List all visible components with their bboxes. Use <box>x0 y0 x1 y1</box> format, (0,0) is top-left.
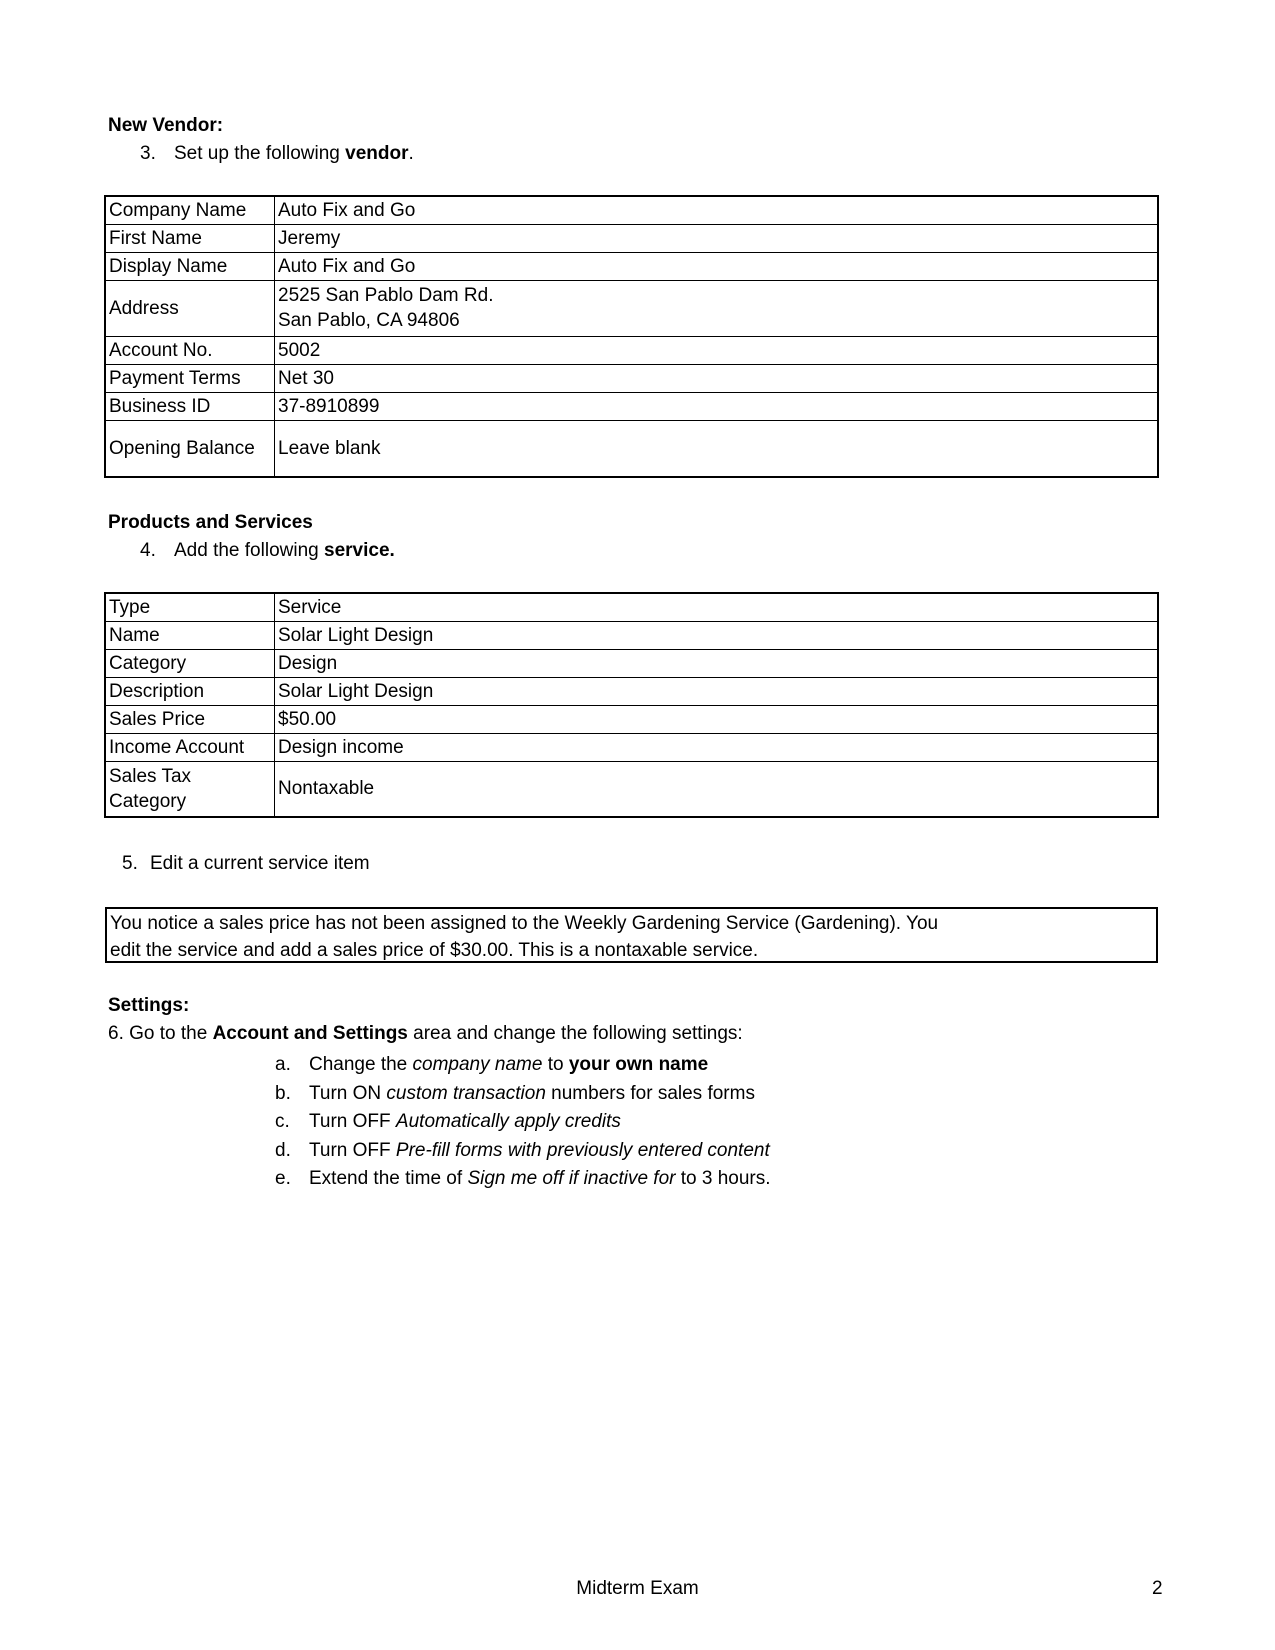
item-post: numbers for sales forms <box>545 1082 755 1104</box>
vendor-label: Payment Terms <box>105 364 275 392</box>
step-text: Edit a current service item <box>150 853 370 874</box>
item-letter: a. <box>275 1054 291 1075</box>
table-row <box>105 677 1158 705</box>
vendor-label: Company Name <box>105 196 275 224</box>
product-value: Service <box>275 593 1159 621</box>
table-row <box>105 280 1158 336</box>
product-label: Category <box>105 649 275 677</box>
step-text: Add the following <box>174 540 319 561</box>
item-letter: e. <box>275 1168 291 1189</box>
list-item <box>275 1137 771 1166</box>
product-label: Description <box>105 677 275 705</box>
product-value: Solar Light Design <box>275 621 1159 649</box>
item-italic: custom transaction <box>386 1082 546 1104</box>
products-table <box>104 592 1159 818</box>
vendor-value: 5002 <box>275 336 1159 364</box>
vendor-label: Account No. <box>105 336 275 364</box>
vendor-label: First Name <box>105 224 275 252</box>
table-row <box>105 705 1158 733</box>
vendor-value <box>275 280 1159 336</box>
vendor-label: Display Name <box>105 252 275 280</box>
address-line-2: San Pablo, CA 94806 <box>278 310 460 331</box>
step-bold: vendor <box>345 143 409 164</box>
vendor-label: Business ID <box>105 392 275 420</box>
table-row <box>105 621 1158 649</box>
table-row <box>105 761 1158 817</box>
settings-list <box>275 1051 771 1194</box>
item-pre: Turn OFF <box>309 1139 391 1161</box>
item-italic: Sign me off if inactive for <box>467 1168 676 1189</box>
item-pre: Turn ON <box>309 1082 382 1104</box>
vendor-heading: New Vendor: <box>108 115 224 136</box>
item-mid: to <box>542 1054 564 1075</box>
vendor-value: 37-8910899 <box>275 392 1159 420</box>
item-italic: Pre-fill forms with previously entered content <box>395 1139 770 1161</box>
product-label: Income Account <box>105 733 275 761</box>
table-row <box>105 420 1158 477</box>
product-value: Nontaxable <box>275 761 1159 817</box>
table-row <box>105 649 1158 677</box>
table-row <box>105 196 1158 224</box>
item-pre: Turn OFF <box>309 1111 391 1132</box>
settings-step <box>108 1023 743 1046</box>
item-letter: c. <box>275 1111 290 1132</box>
products-step <box>140 540 395 563</box>
step-bold: service. <box>324 540 395 561</box>
product-value: Design <box>275 649 1159 677</box>
item-italic: Automatically apply credits <box>395 1111 621 1132</box>
item-post: to 3 hours. <box>675 1168 771 1189</box>
vendor-label: Address <box>105 280 275 336</box>
product-label: Sales Price <box>105 705 275 733</box>
vendor-table <box>104 195 1159 478</box>
step-suffix: area and change the following settings: <box>413 1023 743 1044</box>
item-pre: Change the <box>309 1054 408 1075</box>
item-letter: d. <box>275 1139 291 1161</box>
list-item <box>275 1080 771 1109</box>
list-item <box>275 1051 771 1080</box>
table-row <box>105 593 1158 621</box>
scenario-box <box>105 907 1158 963</box>
step-number: 3. <box>140 143 156 164</box>
edit-step <box>122 853 370 876</box>
product-value: Design income <box>275 733 1159 761</box>
product-label: Type <box>105 593 275 621</box>
label-line-1: Sales Tax <box>109 765 192 787</box>
settings-heading: Settings: <box>108 995 190 1016</box>
step-number: 4. <box>140 540 156 561</box>
item-bold: your own name <box>568 1054 709 1075</box>
vendor-value: Auto Fix and Go <box>275 252 1159 280</box>
vendor-value: Net 30 <box>275 364 1159 392</box>
label-line-2: Category <box>109 790 187 812</box>
scenario-line-2: edit the service and add a sales price of $30.00. This is a nontaxable service. <box>110 940 759 961</box>
step-end: . <box>408 143 414 164</box>
table-row <box>105 224 1158 252</box>
step-text: Set up the following <box>174 143 340 164</box>
step-bold: Account and Settings <box>212 1023 408 1044</box>
table-row <box>105 336 1158 364</box>
page-number: 2 <box>1152 1578 1163 1599</box>
product-value: $50.00 <box>275 705 1159 733</box>
products-heading: Products and Services <box>108 512 313 533</box>
table-row <box>105 252 1158 280</box>
step-number: 5. <box>122 853 138 874</box>
vendor-label: Opening Balance <box>105 420 275 477</box>
step-prefix: 6. Go to the <box>108 1023 208 1044</box>
table-row <box>105 392 1158 420</box>
table-row <box>105 733 1158 761</box>
footer-title: Midterm Exam <box>576 1578 699 1599</box>
list-item <box>275 1165 771 1194</box>
vendor-step <box>140 143 414 166</box>
product-value: Solar Light Design <box>275 677 1159 705</box>
vendor-value: Jeremy <box>275 224 1159 252</box>
item-italic: company name <box>412 1054 543 1075</box>
item-letter: b. <box>275 1082 291 1104</box>
product-label <box>105 761 275 817</box>
address-line-1: 2525 San Pablo Dam Rd. <box>278 285 494 306</box>
list-item <box>275 1108 771 1137</box>
product-label: Name <box>105 621 275 649</box>
scenario-line-1: You notice a sales price has not been assigned to the Weekly Gardening Service (Gardening). You <box>110 913 939 934</box>
table-row <box>105 364 1158 392</box>
vendor-value: Leave blank <box>275 420 1159 477</box>
vendor-value: Auto Fix and Go <box>275 196 1159 224</box>
item-pre: Extend the time of <box>309 1168 463 1189</box>
